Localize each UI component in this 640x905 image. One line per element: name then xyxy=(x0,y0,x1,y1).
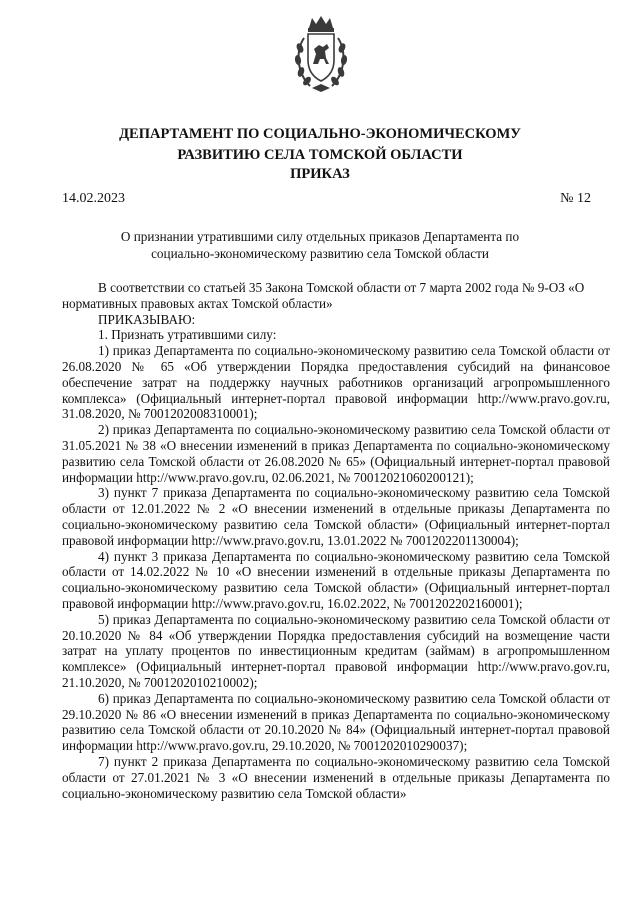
clause-4: 4) пункт 3 приказа Департамента по социально-экономическому развитию села Томской области от 14.02.2022 № 10 «О внесении изменений в отдельные приказы Департамента по социально-экономическому развитию села Томской области» (Официальный интернет-портал правовой информации http://www.pravo.gov.ru, 16.02.2022, № 7001202202160001); xyxy=(62,548,610,611)
order-word: ПРИКАЗЫВАЮ: xyxy=(98,311,196,327)
preamble: В соответствии со статьей 35 Закона Томской области от 7 марта 2002 года № 9-ОЗ «О нормативных правовых актах Томской области» xyxy=(62,280,585,311)
clause-2: 2) приказ Департамента по социально-экономическому развитию села Томской области от 31.05.2021 № 38 «О внесении изменений в приказ Департамента по социально-экономическому развитию села Томской области от 26.08.2020 № 65» (Официальный интернет-портал правовой информации http://www.pravo.gov.ru, 02.06.2021, № 70012021060200121); xyxy=(62,422,610,485)
document-subject xyxy=(90,229,550,262)
department-name xyxy=(60,124,580,166)
clause-7: 7) пункт 2 приказа Департамента по социально-экономическому развитию села Томской области от 27.01.2021 № 3 «О внесении изменений в отдельные приказы Департамента по социально-экономическому развитию села Томской области» xyxy=(62,753,610,801)
subject-line2: социально-экономическому развитию села Томской области xyxy=(151,245,489,261)
clause-5: 5) приказ Департамента по социально-экономическому развитию села Томской области от 20.10.2020 № 84 «Об утверждении Порядка предоставления субсидий на возмещение части затрат на уплату процентов по инвестиционным кредитам (займам) в агропромышленном комплексе» (Официальный интернет-портал правовой информации http://www.pravo.gov.ru, 21.10.2020, № 7001202010210002); xyxy=(62,611,610,690)
document-date: 14.02.2023 xyxy=(62,191,125,206)
clause-6: 6) приказ Департамента по социально-экономическому развитию села Томской области от 29.10.2020 № 86 «О внесении изменений в приказ Департамента по социально-экономическому развитию села Томской области от 20.10.2020 № 84» (Официальный интернет-портал правовой информации http://www.pravo.gov.ru, 29.10.2020, № 7001202010290037); xyxy=(62,690,610,754)
clause-3: 3) пункт 7 приказа Департамента по социально-экономическому развитию села Томской области от 12.01.2022 № 2 «О внесении изменений в отдельные приказы Департамента по социально-экономическому развитию села Томской области» (Официальный интернет-портал правовой информации http://www.pravo.gov.ru, 13.01.2022 № 7001202201130004); xyxy=(62,485,610,548)
department-name-line1: ДЕПАРТАМЕНТ ПО СОЦИАЛЬНО-ЭКОНОМИЧЕСКОМУ xyxy=(119,126,521,142)
item-1-heading: 1. Признать утратившими силу: xyxy=(98,327,277,343)
document-number: № 12 xyxy=(560,191,591,206)
clause-1: 1) приказ Департамента по социально-экономическому развитию села Томской области от 26.08.2020 № 65 «Об утверждении Порядка предоставления субсидий на финансовое обеспечение затрат на поддержку научных работников организаций агропромышленного комплекса» (Официальный интернет-портал правовой информации http://www.pravo.gov.ru, 31.08.2020, № 7001202008310001); xyxy=(62,343,610,422)
document-type: ПРИКАЗ xyxy=(290,166,350,182)
subject-line1: О признании утратившими силу отдельных приказов Департамента по xyxy=(120,229,520,244)
document-body xyxy=(62,280,610,801)
department-name-line2: РАЗВИТИЮ СЕЛА ТОМСКОЙ ОБЛАСТИ xyxy=(177,147,463,163)
tomsk-oblast-coat-of-arms-icon xyxy=(292,14,350,96)
